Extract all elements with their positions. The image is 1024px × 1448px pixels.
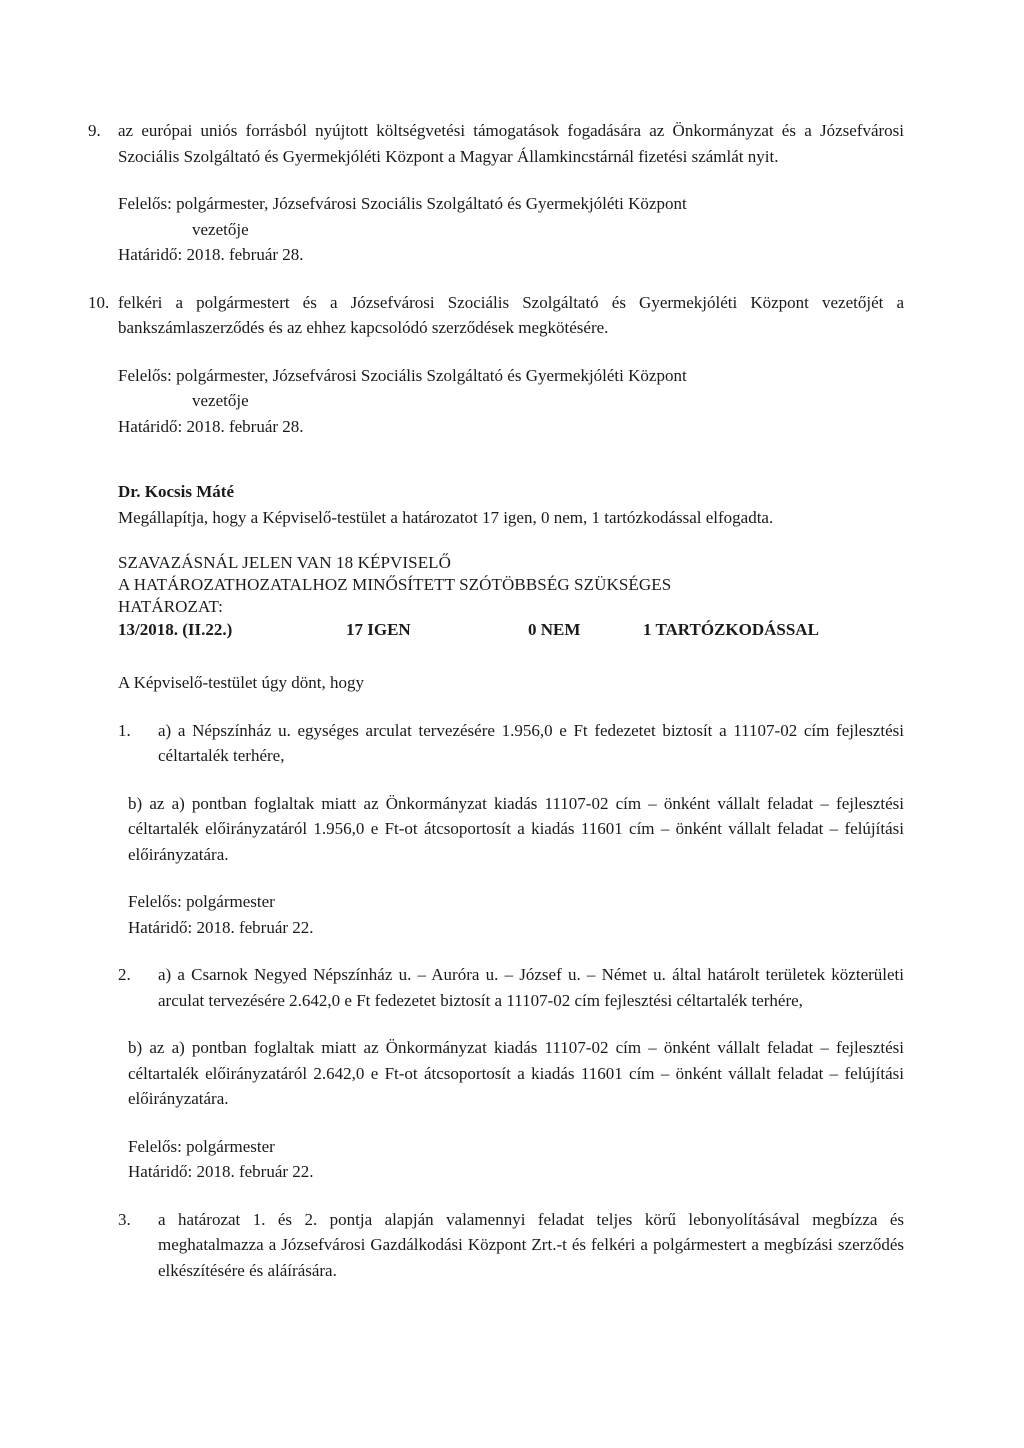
deadline: Határidő: 2018. február 28.: [118, 416, 304, 436]
vote-abstain: 1 TARTÓZKODÁSSAL: [643, 620, 819, 639]
item-10: [88, 290, 904, 341]
responsible-cont: vezetője: [192, 391, 249, 410]
item-number: 10.: [88, 292, 110, 312]
deadline: Határidő: 2018. február 22.: [128, 1162, 314, 1181]
point-number: 1.: [118, 720, 131, 740]
responsible: Felelős: polgármester: [128, 1136, 275, 1156]
vote-majority: A HATÁROZATHOZATALHOZ MINŐSÍTETT SZÓTÖBBSÉG SZÜKSÉGES: [118, 575, 672, 594]
decision-intro: A Képviselő-testület úgy dönt, hogy: [118, 673, 365, 692]
responsible-cont: vezetője: [192, 219, 249, 239]
responsible: Felelős: polgármester, Józsefvárosi Szociális Szolgáltató és Gyermekjóléti Központ: [118, 194, 687, 213]
point-number: 3.: [118, 1209, 131, 1229]
speaker-statement: Megállapítja, hogy a Képviselő-testület a határozatot 17 igen, 0 nem, 1 tartózkodással elfogadta.: [118, 507, 774, 527]
point-text: a határozat 1. és 2. pontja alapján valamennyi feladat teljes körű lebonyolításával megbízza és meghatalmazza a Józsefvárosi Gazdálkodási Központ Zrt.-t és felkéri a polgármestert a megbízási szerződés elkészítésére és aláírására.: [158, 1209, 904, 1280]
resolution-label: HATÁROZAT:: [118, 597, 223, 616]
vote-yes: 17 IGEN: [346, 620, 411, 639]
point-1: [118, 718, 904, 769]
resolution-number: 13/2018. (II.22.): [118, 620, 233, 639]
vote-presence: SZAVAZÁSNÁL JELEN VAN 18 KÉPVISELŐ: [118, 553, 452, 572]
item-9: [88, 118, 904, 169]
deadline: Határidő: 2018. február 28.: [118, 245, 304, 264]
point-2: [118, 962, 904, 1013]
item-text: az európai uniós forrásból nyújtott költségvetési támogatások fogadására az Önkormányzat és a Józsefvárosi Szociális Szolgáltató és Gyermekjóléti Központ a Magyar Államkincstárnál fizetési számlát nyit.: [118, 121, 904, 166]
point-a: a) a Csarnok Negyed Népszínház u. – Auróra u. – József u. – Német u. által határolt területek közterületi arculat tervezésére 2.642,0 e Ft fedezetet biztosít a 11107-02 cím fejlesztési céltartalék terhére,: [158, 965, 904, 1010]
responsible: Felelős: polgármester: [128, 892, 275, 911]
vote-no: 0 NEM: [528, 620, 581, 639]
point-3: [118, 1207, 904, 1284]
point-b: b) az a) pontban foglaltak miatt az Önkormányzat kiadás 11107-02 cím – önként vállalt feladat – fejlesztési céltartalék előirányzatáról 2.642,0 e Ft-ot átcsoportosít a kiadás 11601 cím – önként vállalt feladat – felújítási előirányzatára.: [128, 1038, 904, 1108]
deadline: Határidő: 2018. február 22.: [128, 917, 314, 937]
point-b: b) az a) pontban foglaltak miatt az Önkormányzat kiadás 11107-02 cím – önként vállalt feladat – fejlesztési céltartalék előirányzatáról 1.956,0 e Ft-ot átcsoportosít a kiadás 11601 cím – önként vállalt feladat – felújítási előirányzatára.: [128, 793, 904, 864]
point-a: a) a Népszínház u. egységes arculat tervezésére 1.956,0 e Ft fedezetet biztosít a 11107-02 cím fejlesztési céltartalék terhére,: [158, 720, 904, 765]
item-number: 9.: [88, 121, 101, 140]
vote-result-row: [118, 618, 904, 642]
responsible: Felelős: polgármester, Józsefvárosi Szociális Szolgáltató és Gyermekjóléti Központ: [118, 365, 687, 385]
point-number: 2.: [118, 965, 131, 984]
item-text: felkéri a polgármestert és a Józsefvárosi Szociális Szolgáltató és Gyermekjóléti Központ vezetőjét a bankszámlaszerződés és az ehhez kapcsolódó szerződések megkötésére.: [118, 292, 904, 337]
speaker-name: Dr. Kocsis Máté: [118, 482, 234, 501]
